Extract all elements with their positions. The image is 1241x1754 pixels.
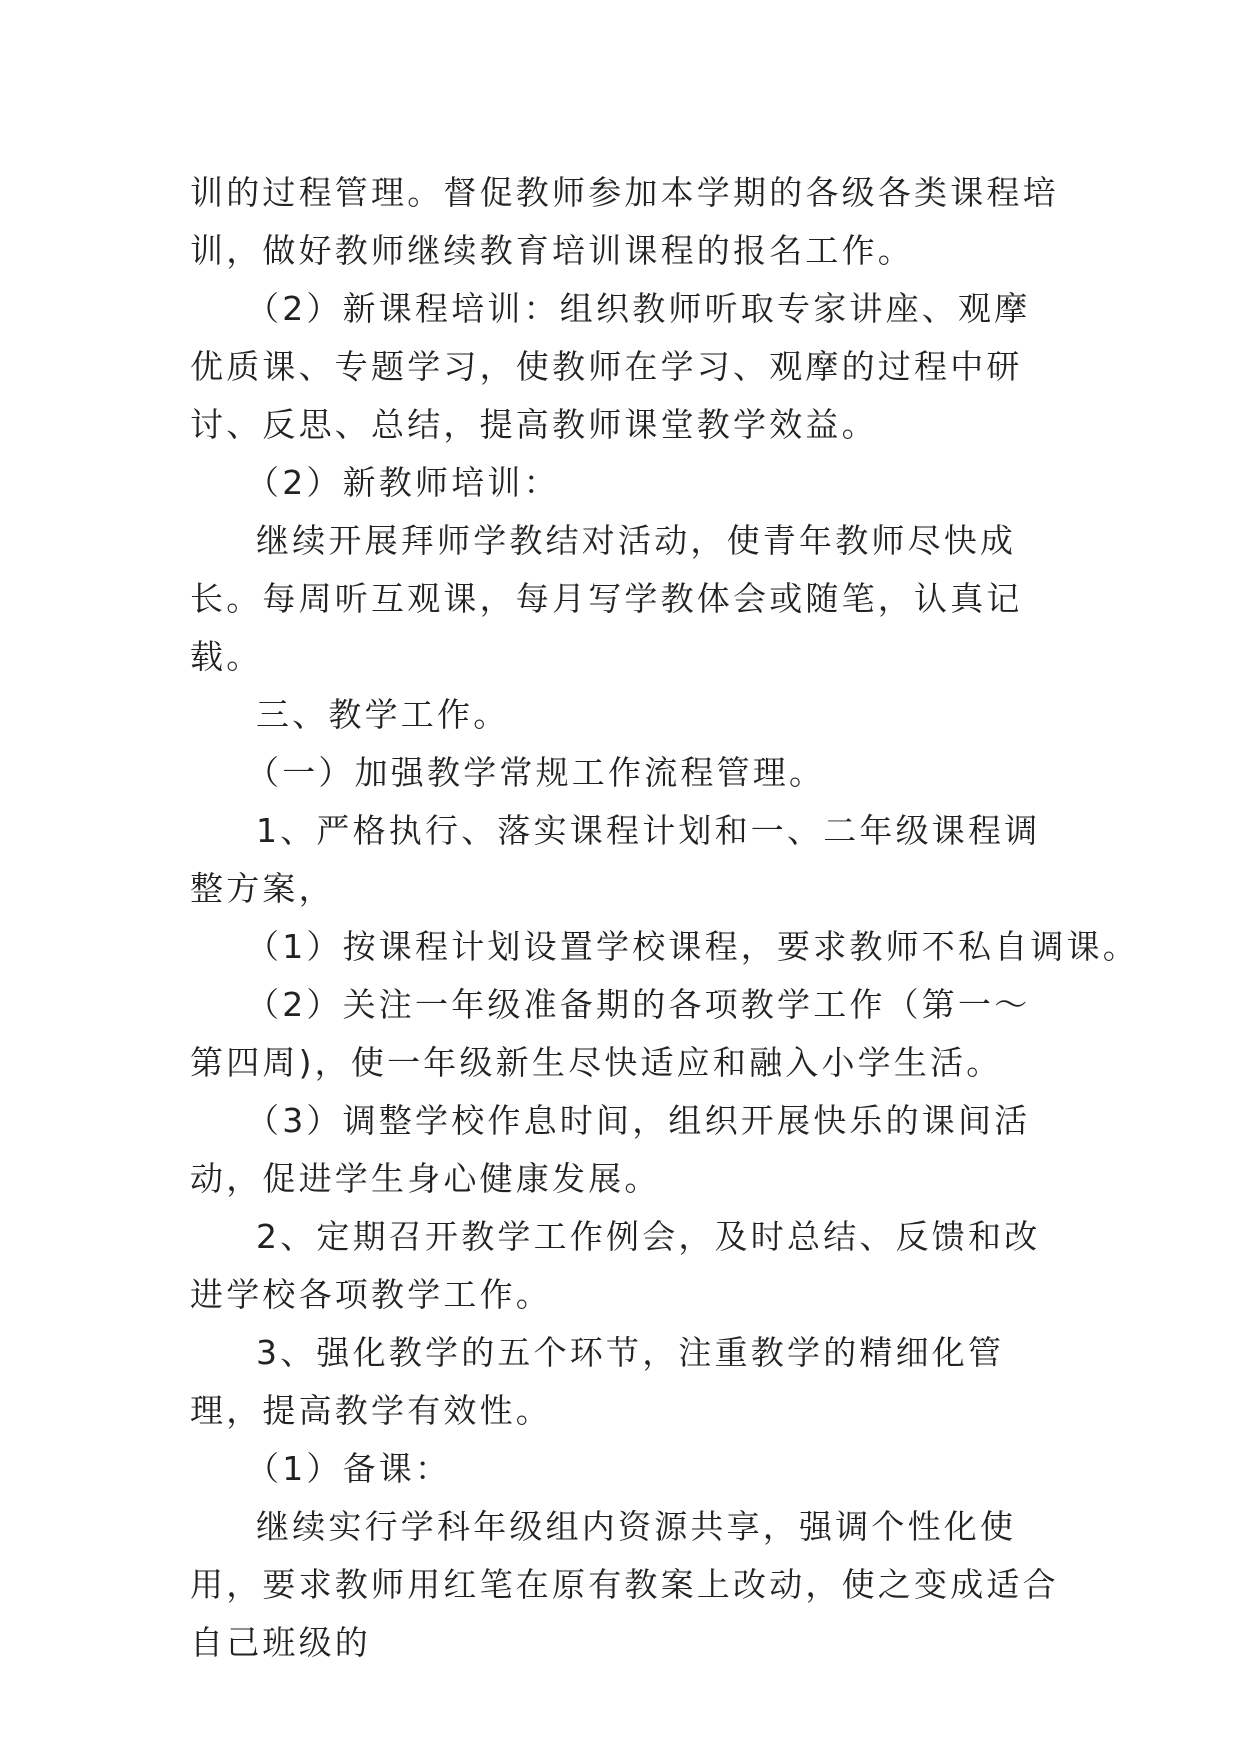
- paragraph-item-1-3-timetable: （3）调整学校作息时间，组织开展快乐的课间活动，促进学生身心健康发展。: [190, 1101, 1031, 1198]
- document-body: [190, 164, 1139, 1672]
- paragraph-item-2-meetings: 2、定期召开教学工作例会，及时总结、反馈和改进学校各项教学工作。: [190, 1217, 1041, 1314]
- paragraph-new-teacher-training-heading: （2）新教师培训：: [246, 463, 560, 502]
- paragraph-item-1-2-first-grade: （2）关注一年级准备期的各项教学工作（第一～第四周)，使一年级新生尽快适应和融入小学生活。: [190, 985, 1031, 1082]
- paragraph-item-3-five-steps: 3、强化教学的五个环节，注重教学的精细化管理，提高教学有效性。: [190, 1333, 1005, 1430]
- paragraph-item-1-1-schedule: （1）按课程计划设置学校课程，要求教师不私自调课。: [246, 927, 1139, 966]
- paragraph-new-curriculum-training: （2）新课程培训：组织教师听取专家讲座、观摩优质课、专题学习，使教师在学习、观摩的过程中研讨、反思、总结，提高教师课堂教学效益。: [190, 289, 1031, 444]
- section-heading-teaching-work: 三、教学工作。: [256, 695, 510, 734]
- paragraph-mentor-pairing: 继续开展拜师学教结对活动，使青年教师尽快成长。每周听互观课，每月写学教体会或随笔，认真记载。: [190, 521, 1023, 676]
- paragraph-item-1-course-plan: 1、严格执行、落实课程计划和一、二年级课程调整方案，: [190, 811, 1041, 908]
- paragraph-resource-sharing: 继续实行学科年级组内资源共享，强调个性化使用，要求教师用红笔在原有教案上改动，使之变成适合自己班级的: [190, 1507, 1059, 1662]
- paragraph-lesson-prep-heading: （1）备课：: [246, 1449, 452, 1488]
- subsection-heading-routine-management: （一）加强教学常规工作流程管理。: [246, 753, 826, 792]
- paragraph-training-process: 训的过程管理。督促教师参加本学期的各级各类课程培训，做好教师继续教育培训课程的报名工作。: [190, 173, 1059, 270]
